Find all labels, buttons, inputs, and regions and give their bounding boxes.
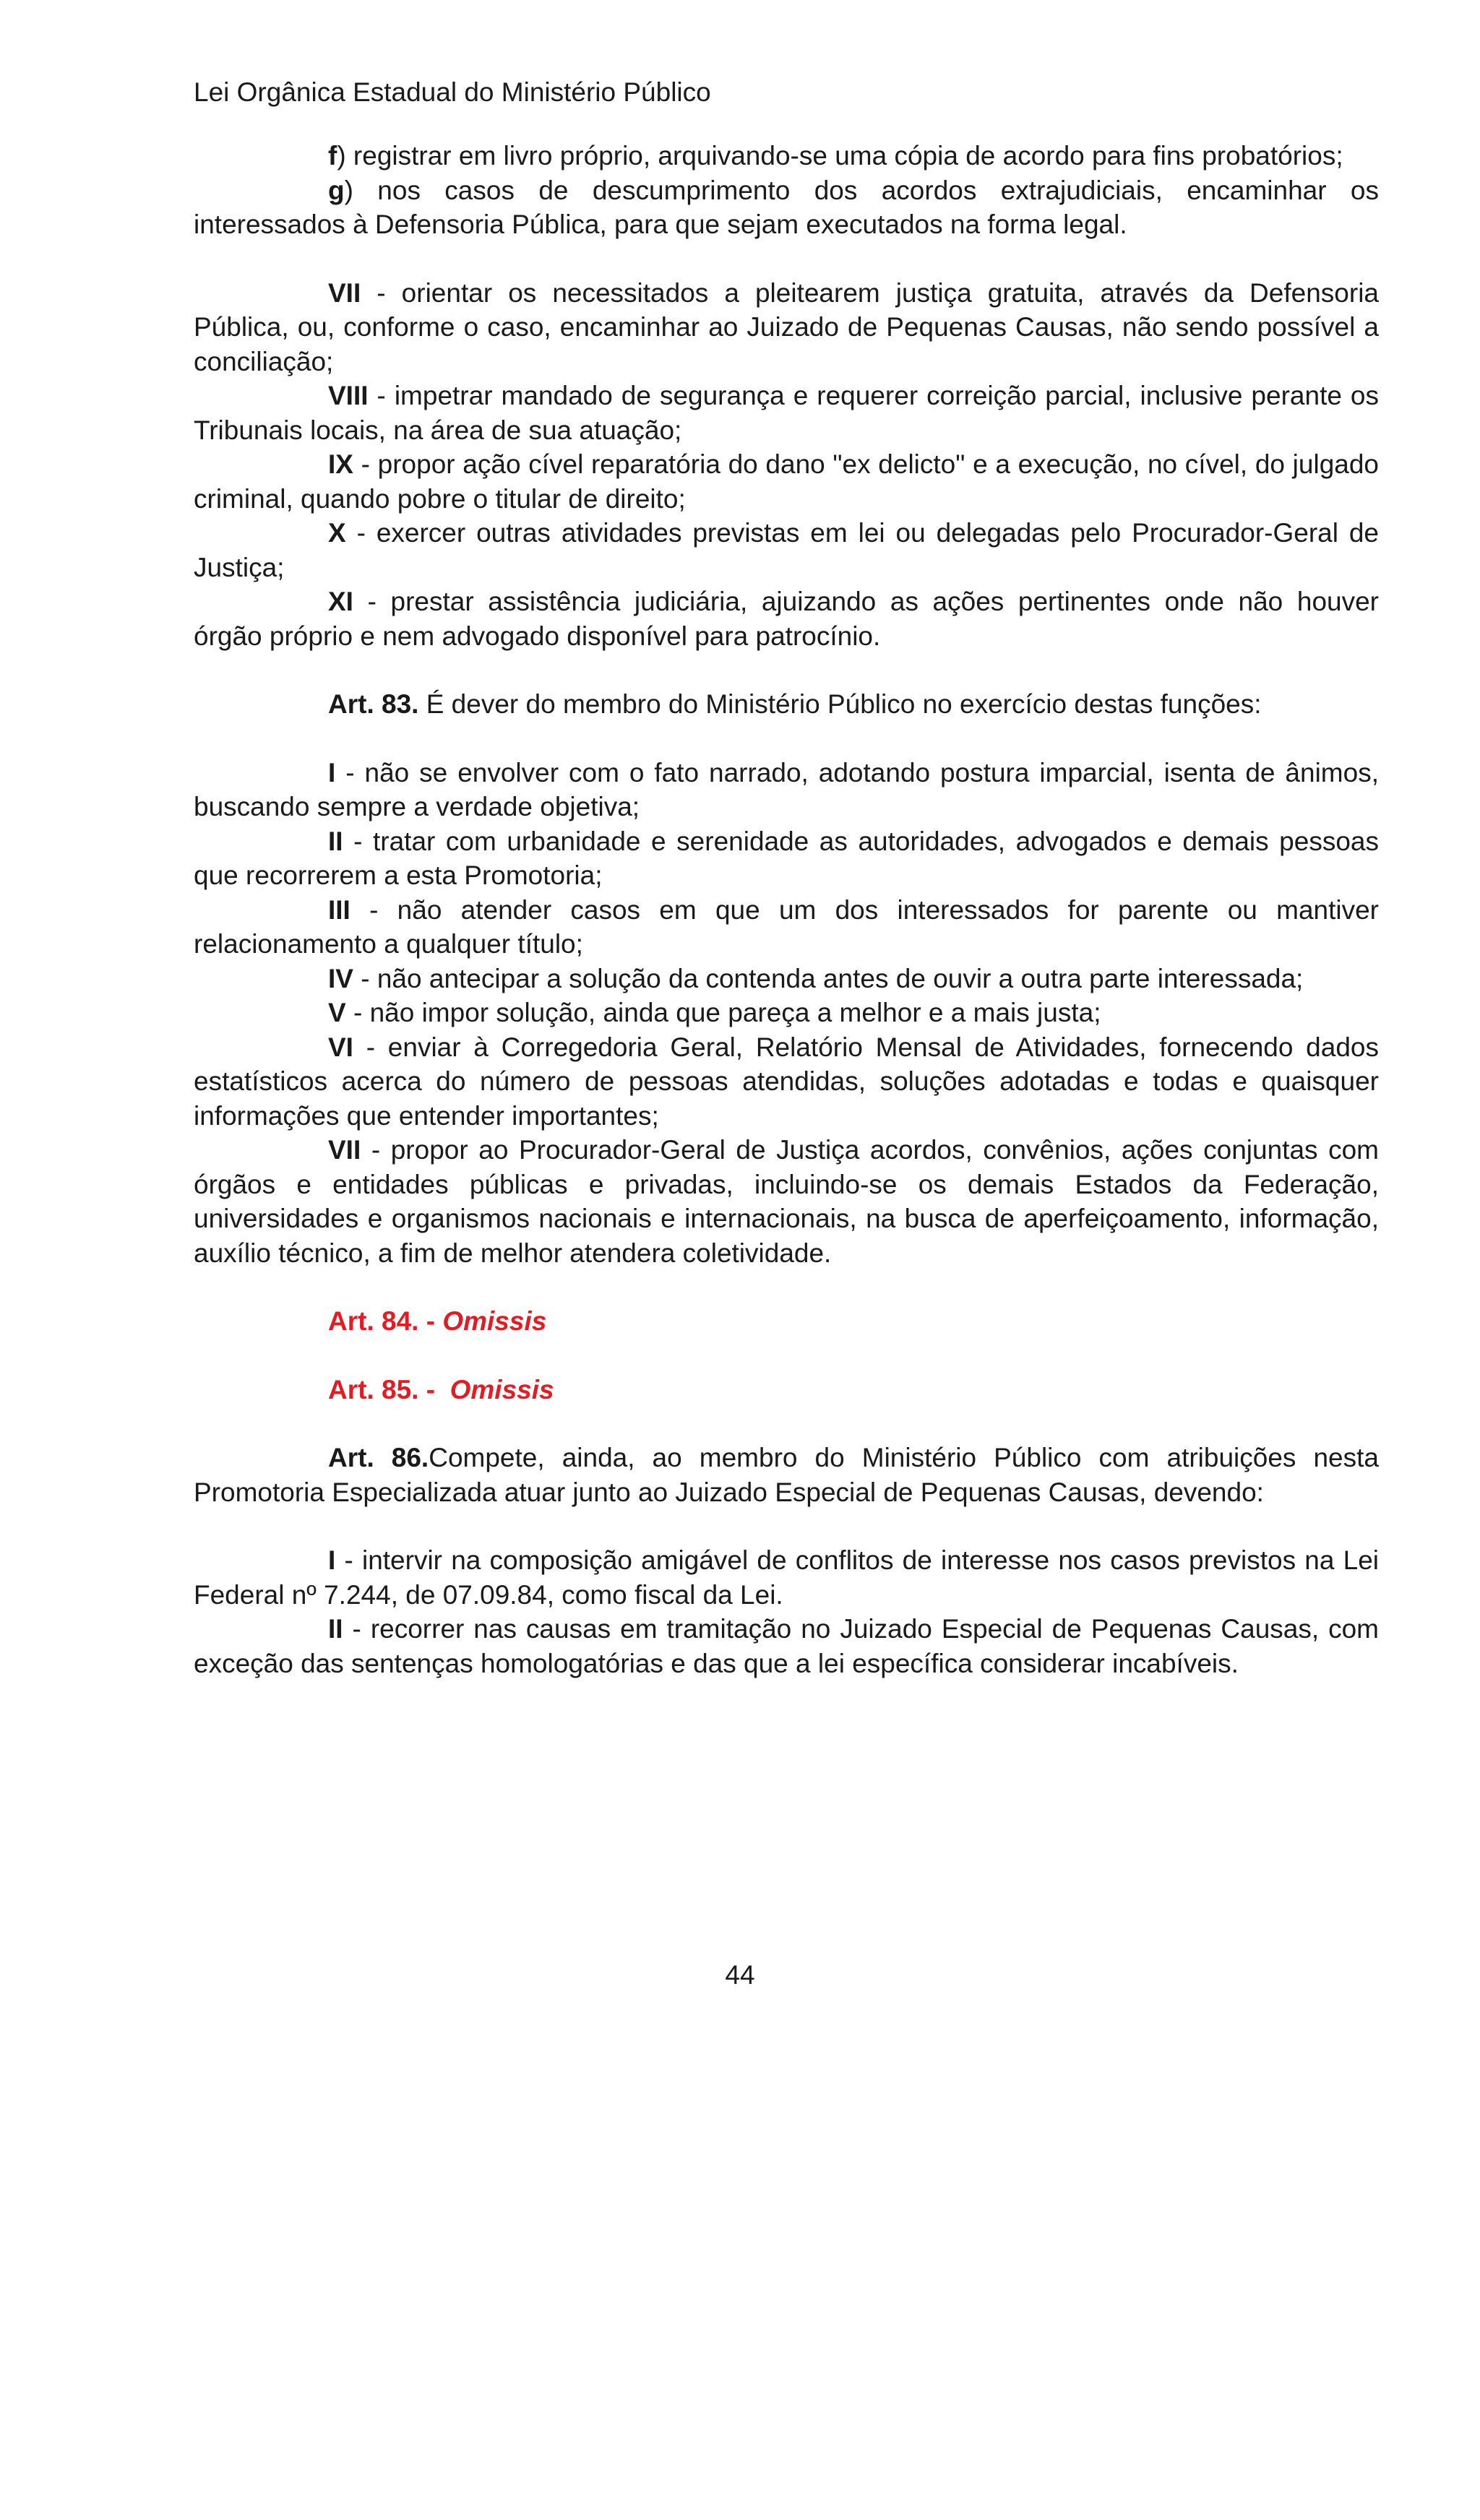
article-label: Art. 83.	[328, 689, 419, 719]
document-body	[194, 139, 1379, 1680]
art83-item-vii	[194, 1133, 1379, 1270]
item-text: - propor ação cível reparatória do dano "ex delicto" e a execução, no cível, do julgado criminal, quando pobre o titular de direito;	[194, 449, 1379, 514]
art83-item-iv	[194, 962, 1379, 996]
item-label: II	[328, 1614, 343, 1644]
item-viii	[194, 379, 1379, 447]
item-label: X	[328, 518, 346, 548]
art86-item-i	[194, 1543, 1379, 1612]
article-86	[194, 1441, 1379, 1509]
item-text: - não se envolver com o fato narrado, adotando postura imparcial, isenta de ânimos, buscando sempre a verdade objetiva;	[194, 757, 1379, 821]
art83-item-v	[194, 996, 1379, 1030]
item-text: - impetrar mandado de segurança e requerer correição parcial, inclusive perante os Tribunais locais, na área de sua atuação;	[194, 381, 1379, 445]
item-label: VI	[328, 1032, 353, 1062]
art83-item-vi	[194, 1030, 1379, 1134]
item-label: VII	[328, 277, 361, 308]
item-label: I	[328, 757, 336, 788]
article-label: Art. 85. -	[328, 1374, 436, 1404]
page-number: 44	[725, 1960, 755, 1990]
art86-item-ii	[194, 1612, 1379, 1680]
omissis-text: Omissis	[449, 1374, 554, 1404]
item-label: VII	[328, 1135, 361, 1165]
item-label: I	[328, 1545, 336, 1575]
item-text: - não atender casos em que um dos interessados for parente ou mantiver relacionamento a qualquer título;	[194, 894, 1379, 959]
article-label: Art. 84. -	[328, 1306, 436, 1336]
art83-item-ii	[194, 824, 1379, 893]
item-xi	[194, 584, 1379, 653]
item-x	[194, 516, 1379, 584]
item-text: - não antecipar a solução da contenda antes de ouvir a outra parte interessada;	[353, 963, 1304, 993]
item-text: - exercer outras atividades previstas em lei ou delegadas pelo Procurador-Geral de Justiça;	[194, 518, 1379, 582]
item-f	[194, 139, 1379, 173]
item-label: f	[328, 141, 337, 171]
item-vii	[194, 276, 1379, 379]
article-text: É dever do membro do Ministério Público no exercício destas funções:	[418, 689, 1262, 719]
item-text: - recorrer nas causas em tramitação no Juizado Especial de Pequenas Causas, com exceção das sentenças homologatórias e das que a lei específica considerar incabíveis.	[194, 1614, 1379, 1678]
article-85	[194, 1373, 1379, 1407]
article-label: Art. 86.	[328, 1443, 429, 1472]
article-text: Compete, ainda, ao membro do Ministério Público com atribuições nesta Promotoria Especializada atuar junto ao Juizado Especial de Pequenas Causas, devendo:	[194, 1443, 1379, 1507]
item-text: - tratar com urbanidade e serenidade as autoridades, advogados e demais pessoas que recorrerem a esta Promotoria;	[194, 826, 1379, 890]
item-label: III	[328, 894, 350, 925]
article-84	[194, 1304, 1379, 1339]
item-label: IV	[328, 963, 353, 993]
item-text: - enviar à Corregedoria Geral, Relatório Mensal de Atividades, fornecendo dados estatísticos acerca do número de pessoas atendidas, soluções adotadas e todas e quaisquer informações que entender importantes;	[194, 1032, 1379, 1131]
item-label: IX	[328, 449, 353, 479]
item-text: - não impor solução, ainda que pareça a melhor e a mais justa;	[345, 998, 1101, 1027]
art83-item-i	[194, 756, 1379, 824]
item-label: g	[328, 175, 345, 205]
item-text: ) nos casos de descumprimento dos acordos extrajudiciais, encaminhar os interessados à Defensoria Pública, para que sejam executados na forma legal.	[194, 175, 1379, 239]
item-text: - propor ao Procurador-Geral de Justiça acordos, convênios, ações conjuntas com órgãos e entidades públicas e privadas, incluindo-se os demais Estados da Federação, universidades e organismos nacionais e internacionais, na busca de aperfeiçoamento, informação, auxílio técnico, a fim de melhor atendera coletividade.	[194, 1135, 1379, 1268]
item-label: XI	[328, 587, 353, 616]
omissis-text: Omissis	[442, 1306, 547, 1336]
article-83	[194, 687, 1379, 722]
item-g	[194, 173, 1379, 242]
item-text: ) registrar em livro próprio, arquivando-se uma cópia de acordo para fins probatórios;	[337, 141, 1343, 171]
item-label: VIII	[328, 381, 369, 410]
item-text: - intervir na composição amigável de conflitos de interesse nos casos previstos na Lei Federal nº 7.244, de 07.09.84, como fiscal da Lei.	[194, 1545, 1379, 1610]
art83-item-iii	[194, 893, 1379, 962]
item-ix	[194, 447, 1379, 516]
item-label: V	[328, 998, 346, 1027]
item-text: - orientar os necessitados a pleitearem justiça gratuita, através da Defensoria Pública, ou, conforme o caso, encaminhar ao Juizado de Pequenas Causas, não sendo possível a conciliação;	[194, 277, 1379, 376]
item-text: - prestar assistência judiciária, ajuizando as ações pertinentes onde não houver órgão próprio e nem advogado disponível para patrocínio.	[194, 587, 1379, 651]
running-header: Lei Orgânica Estadual do Ministério Público	[194, 77, 711, 107]
item-label: II	[328, 826, 343, 856]
